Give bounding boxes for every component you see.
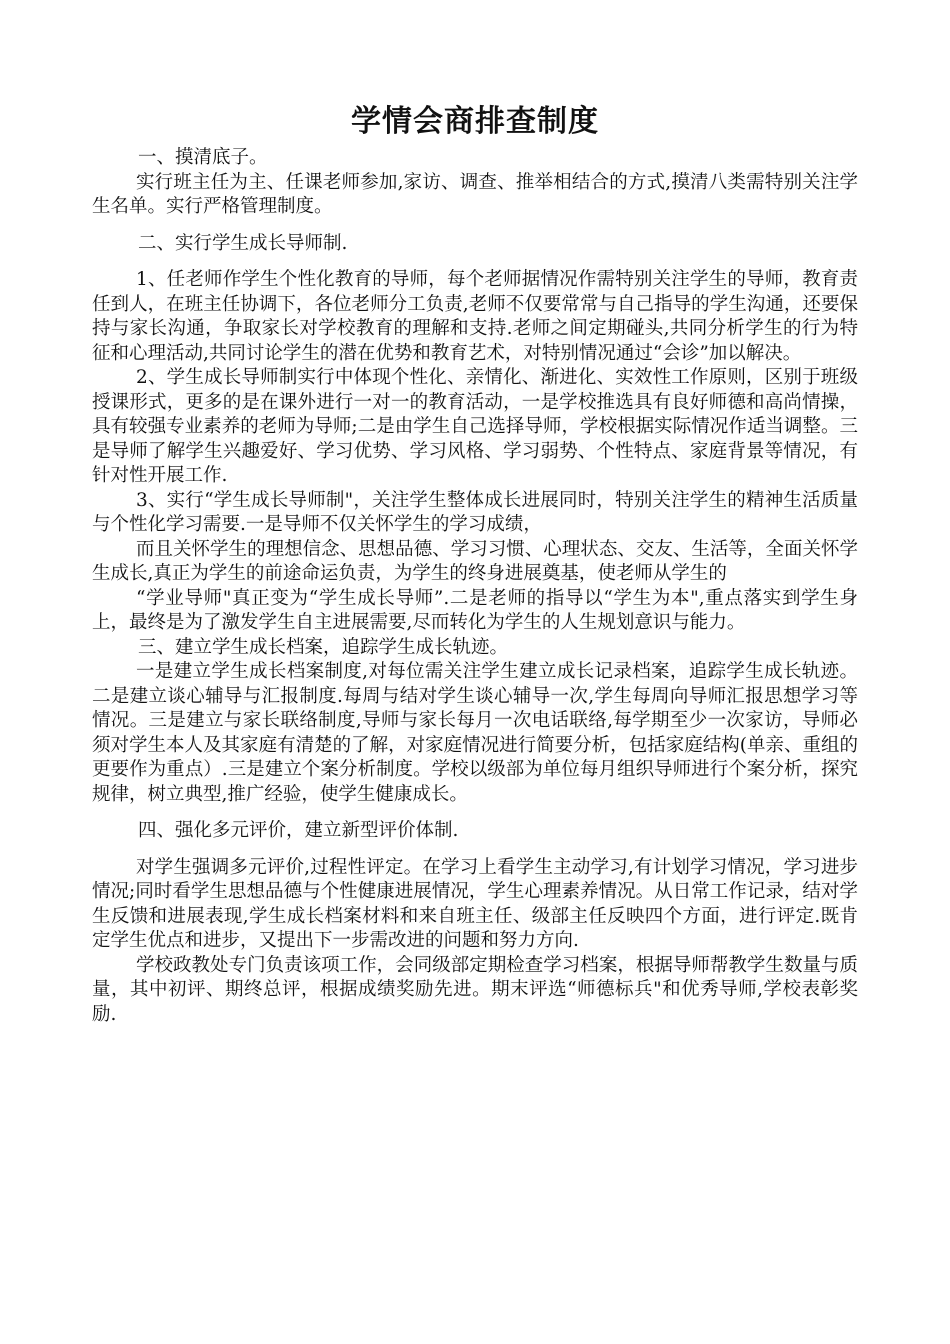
section-heading-1: 一、摸清底子。 <box>138 147 268 168</box>
document-title: 学情会商排查制度 <box>351 104 599 139</box>
section-heading-4: 四、强化多元评价，建立新型评价体制. <box>138 820 459 841</box>
paragraph: 学校政教处专门负责该项工作，会同级部定期检查学习档案，根据导师帮教学生数量与质量，其中初评、期终总评，根据成绩奖励先进。期末评选“师德标兵"和优秀导师,学校表彰奖励. <box>92 954 858 1025</box>
section-heading-2: 二、实行学生成长导师制. <box>138 232 348 254</box>
section-heading-3: 三、建立学生成长档案，追踪学生成长轨迹。 <box>138 636 509 658</box>
paragraph: 3、实行“学生成长导师制"，关注学生整体成长进展同时，特别关注学生的精神生活质量与个性化学习需要.一是导师不仅关怀学生的学习成绩， <box>92 489 858 535</box>
paragraph: 而且关怀学生的理想信念、思想品德、学习习惯、心理状态、交友、生活等，全面关怀学生成长,真正为学生的前途命运负责，为学生的终身进展奠基，使老师从学生的 <box>92 538 858 584</box>
paragraph: 对学生强调多元评价,过程性评定。在学习上看学生主动学习,有计划学习情况，学习进步情况;同时看学生思想品德与个性健康进展情况，学生心理素养情况。从日常工作记录，结对学生反馈和进展表现,学生成长档案材料和来自班主任、级部主任反映四个方面，进行评定.既肯定学生优点和进步，又提出下一步需改进的问题和努力方向. <box>92 856 858 951</box>
paragraph: 一是建立学生成长档案制度,对每位需关注学生建立成长记录档案，追踪学生成长轨迹。二是建立谈心辅导与汇报制度.每周与结对学生谈心辅导一次,学生每周向导师汇报思想学习等情况。三是建立与家长联络制度,导师与家长每月一次电话联络,每学期至少一次家访，导师必须对学生本人及其家庭有清楚的了解，对家庭情况进行简要分析，包括家庭结构(单亲、重组的更要作为重点）.三是建立个案分析制度。学校以级部为单位每月组织导师进行个案分析，探究规律，树立典型,推广经验，使学生健康成长。 <box>92 661 858 805</box>
document-body <box>92 146 858 1027</box>
paragraph: “学业导师"真正变为“学生成长导师”.二是老师的指导以“学生为本",重点落实到学生身上，最终是为了激发学生自主进展需要,尽而转化为学生的人生规划意识与能力。 <box>92 587 858 633</box>
paragraph: 实行班主任为主、任课老师参加,家访、调查、推举相结合的方式,摸清八类需特别关注学生名单。实行严格管理制度。 <box>92 171 858 217</box>
paragraph: 2、学生成长导师制实行中体现个性化、亲情化、渐进化、实效性工作原则，区别于班级授课形式，更多的是在课外进行一对一的教育活动，一是学校推选具有良好师德和高尚情操，具有较强专业素养的老师为导师;二是由学生自己选择导师，学校根据实际情况作适当调整。三是导师了解学生兴趣爱好、学习优势、学习风格、学习弱势、个性特点、家庭背景等情况，有针对性开展工作. <box>92 367 858 486</box>
paragraph: 1、任老师作学生个性化教育的导师，每个老师据情况作需特别关注学生的导师，教育责任到人，在班主任协调下，各位老师分工负责,老师不仅要常常与自己指导的学生沟通，还要保持与家长沟通，争取家长对学校教育的理解和支持.老师之间定期碰头,共同分析学生的行为特征和心理活动,共同讨论学生的潜在优势和教育艺术，对特别情况通过“会诊”加以解决。 <box>92 269 858 364</box>
